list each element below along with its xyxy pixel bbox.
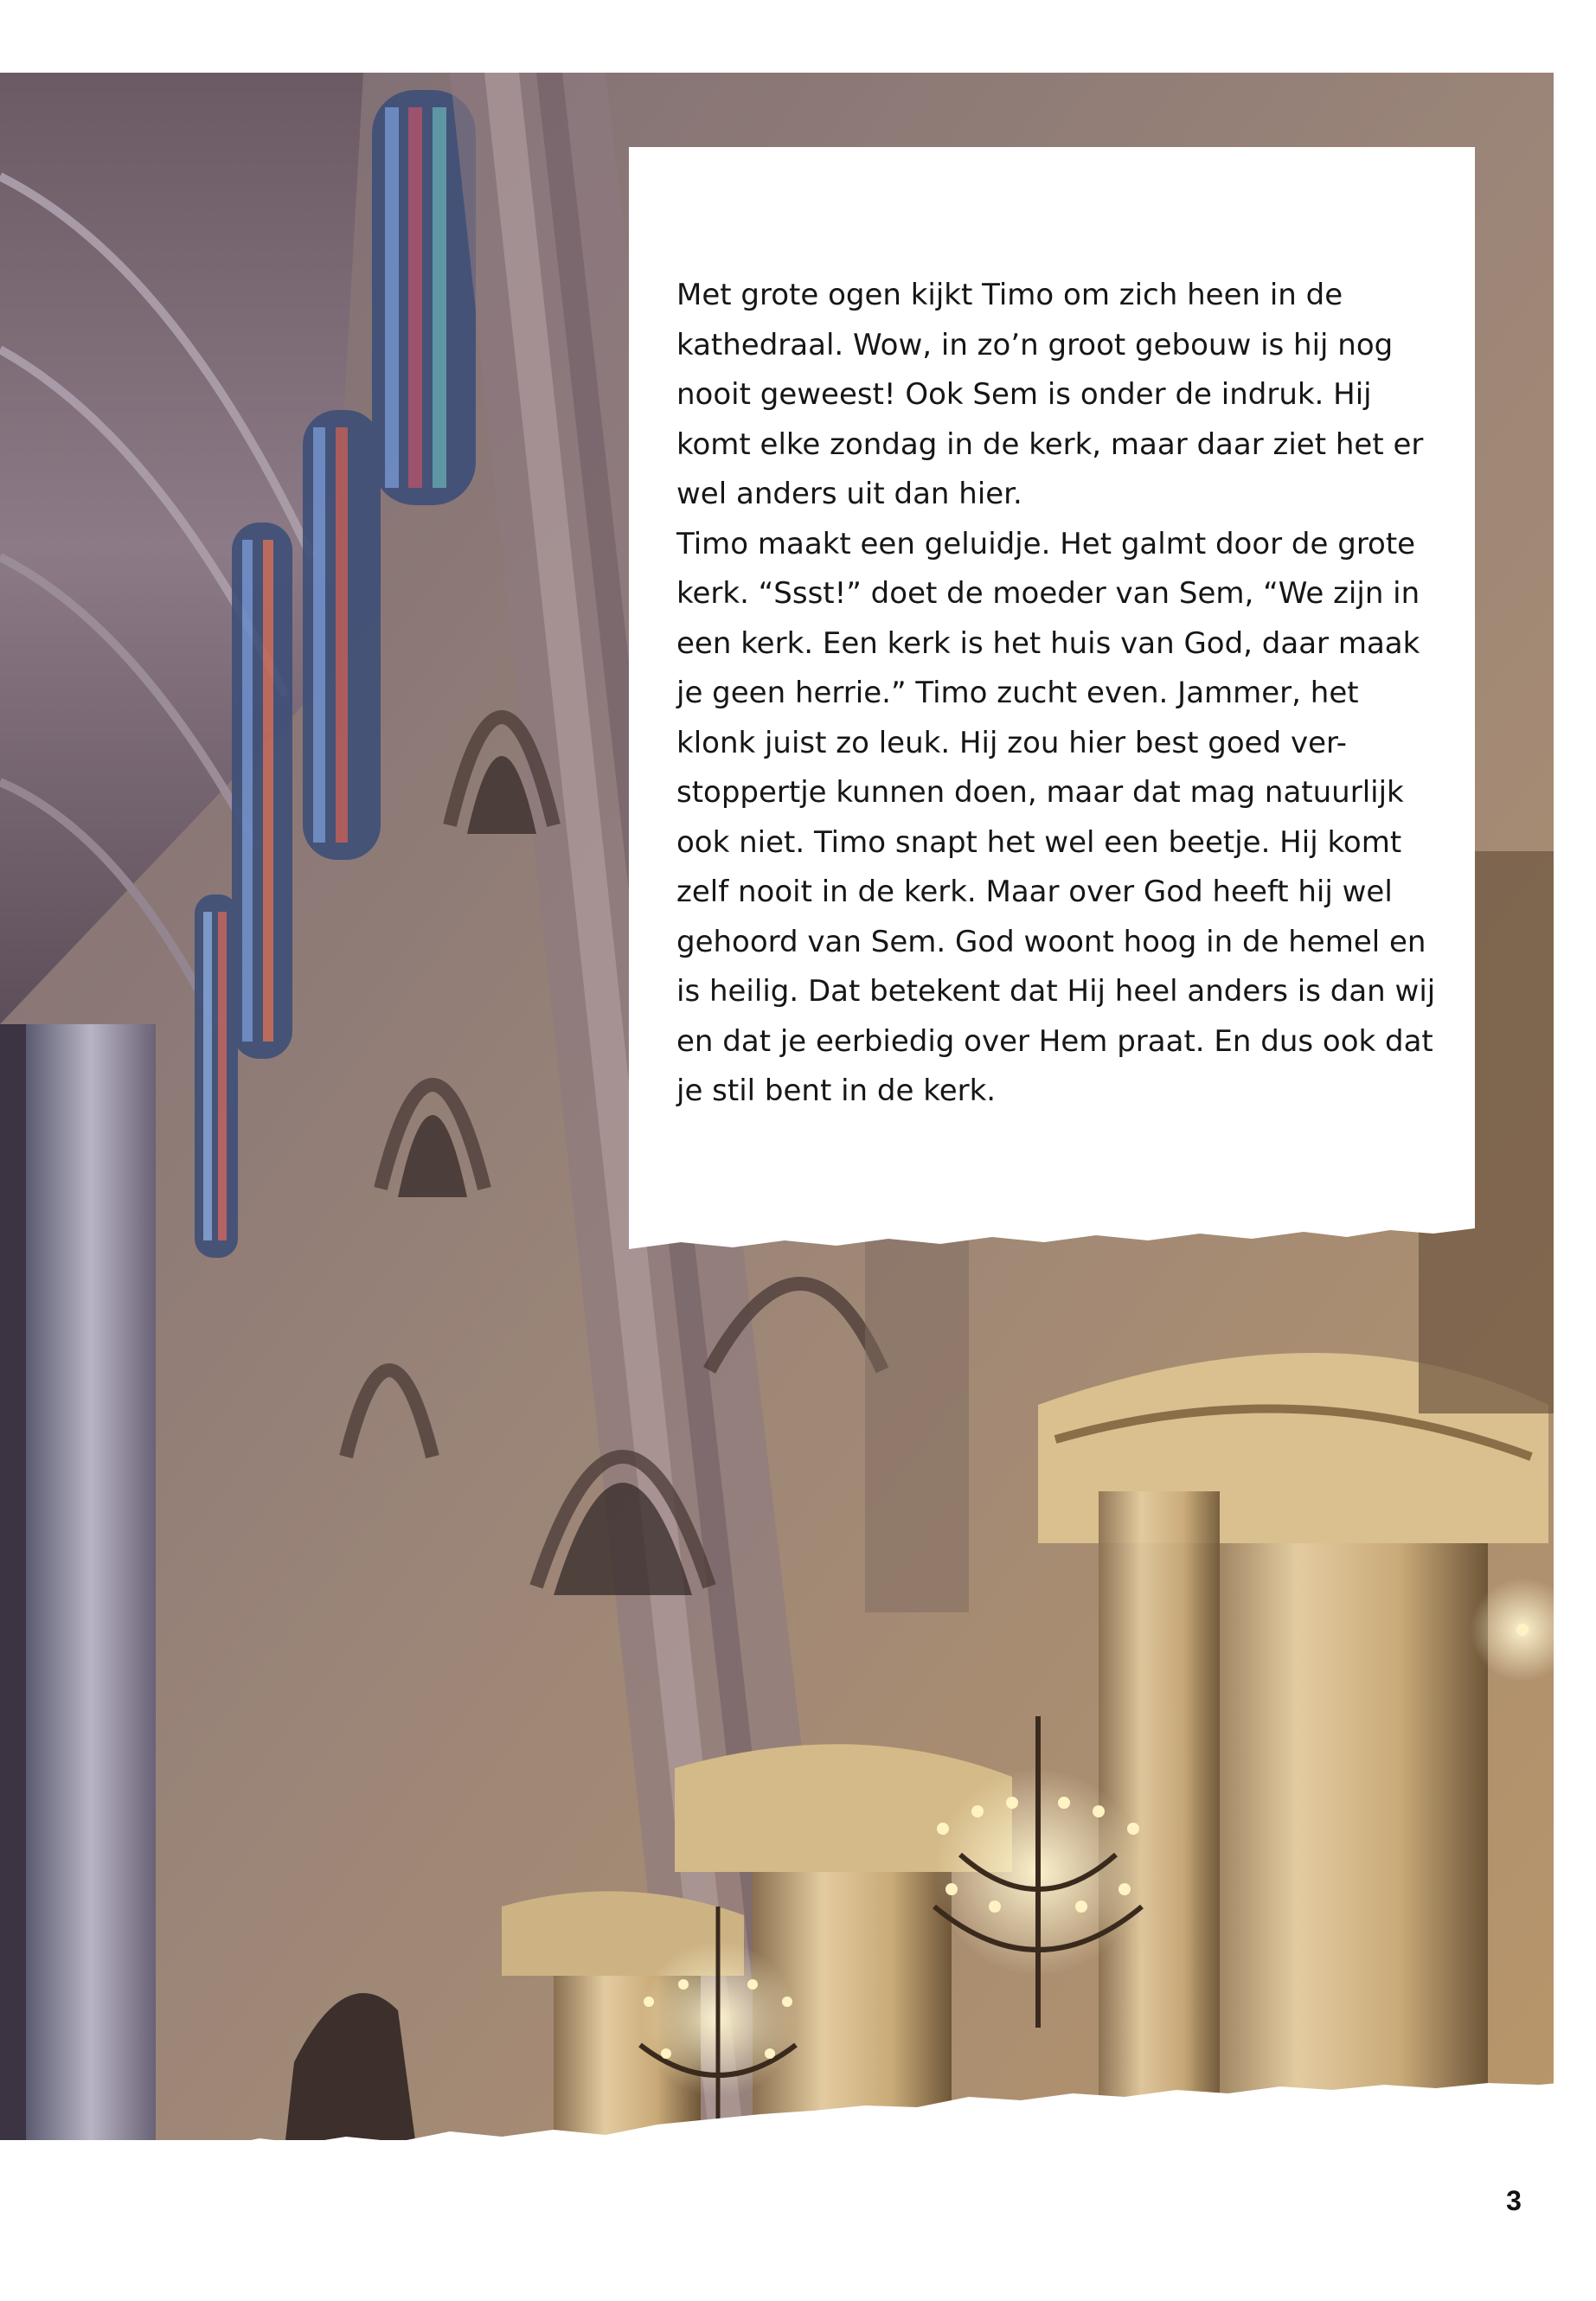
page-number: 3 <box>1506 2185 1522 2216</box>
torn-paper-edge-bottom <box>0 2059 1596 2180</box>
torn-paper-edge-card <box>629 1211 1475 1263</box>
story-text <box>676 271 1438 1117</box>
story-paragraph-1: Met grote ogen kijkt Timo om zich heen in de kathedraal. Wow, in zo’n groot gebouw is hij nog nooit geweest! Ook Sem is onder de indruk. Hij komt elke zondag in de kerk, maar daar ziet het er wel anders uit dan hier. <box>676 278 1424 511</box>
story-paragraph-2: Timo maakt een geluidje. Het galmt door de grote kerk. “Ssst!” doet de moeder van Sem, “We zijn in een kerk. Een kerk is het huis van God, daar maak je geen herrie.” Timo zucht even. Jammer, het klonk juist zo leuk. Hij zou hier best goed ver-stoppertje kunnen doen, maar dat mag natuurlijk ook niet. Timo snapt het wel een beetje. Hij komt zelf nooit in de kerk. Maar over God heeft hij wel gehoord van Sem. God woont hoog in de hemel en is heilig. Dat betekent dat Hij heel anders is dan wij en dat je eerbiedig over Hem praat. En dus ook dat je stil bent in de kerk. <box>676 526 1436 1108</box>
